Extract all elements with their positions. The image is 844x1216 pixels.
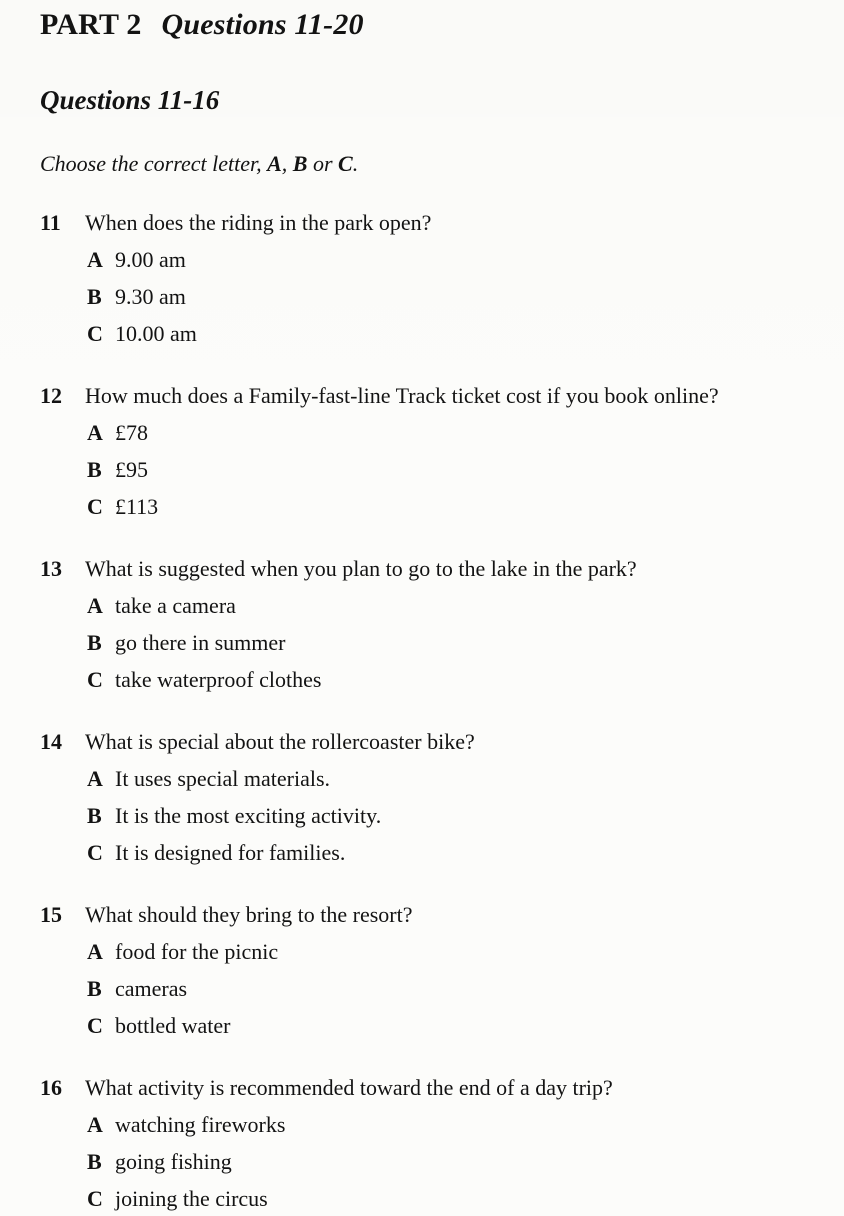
question-number: 12 — [40, 383, 62, 408]
question-text: What should they bring to the resort? — [85, 902, 413, 927]
options-group — [87, 591, 816, 695]
option-text: It uses special materials. — [115, 766, 331, 791]
option-a — [87, 764, 816, 794]
question-text: What activity is recommended toward the end of a day trip? — [85, 1075, 613, 1100]
option-c — [87, 1011, 816, 1041]
option-text: £95 — [115, 457, 148, 482]
option-text: £78 — [115, 420, 148, 445]
option-letter: C — [87, 494, 103, 519]
question-number: 15 — [40, 902, 62, 927]
option-letter: A — [87, 939, 103, 964]
option-text: food for the picnic — [115, 939, 279, 964]
question-text: What is suggested when you plan to go to the lake in the park? — [85, 556, 637, 581]
question-row — [40, 208, 816, 238]
question-row — [40, 727, 816, 757]
option-letter: A — [87, 1112, 103, 1137]
option-c — [87, 838, 816, 868]
options-group — [87, 245, 816, 349]
option-letter: B — [87, 976, 102, 1001]
option-letter: A — [87, 593, 103, 618]
option-text: going fishing — [115, 1149, 232, 1174]
option-text: 9.00 am — [115, 247, 186, 272]
question-number: 13 — [40, 556, 62, 581]
option-letter: A — [87, 766, 103, 791]
question-number: 11 — [40, 210, 61, 235]
instruction-letter-b: B — [292, 151, 308, 176]
options-group — [87, 937, 816, 1041]
question-11 — [40, 208, 816, 349]
option-c — [87, 492, 816, 522]
instruction-suffix: . — [352, 151, 359, 176]
option-text: 9.30 am — [115, 284, 186, 309]
part-questions-range: Questions 11-20 — [161, 8, 364, 41]
question-13 — [40, 554, 816, 695]
option-letter: C — [87, 840, 103, 865]
question-number: 16 — [40, 1075, 62, 1100]
option-letter: B — [87, 803, 102, 828]
page-title — [40, 8, 816, 42]
section-heading: Questions 11-16 — [40, 85, 220, 115]
option-text: £113 — [115, 494, 159, 519]
option-letter: B — [87, 284, 102, 309]
option-letter: A — [87, 420, 103, 445]
option-text: It is the most exciting activity. — [115, 803, 382, 828]
instruction-letter-a: A — [267, 151, 282, 176]
option-letter: B — [87, 457, 102, 482]
option-text: watching fireworks — [115, 1112, 286, 1137]
option-letter: B — [87, 1149, 102, 1174]
option-a — [87, 1110, 816, 1140]
question-text: What is special about the rollercoaster bike? — [85, 729, 475, 754]
option-letter: B — [87, 630, 102, 655]
option-a — [87, 591, 816, 621]
option-b — [87, 455, 816, 485]
part-label: PART 2 — [40, 8, 142, 41]
option-text: joining the circus — [115, 1186, 268, 1211]
option-a — [87, 937, 816, 967]
option-text: It is designed for families. — [115, 840, 346, 865]
question-text: When does the riding in the park open? — [85, 210, 432, 235]
question-12 — [40, 381, 816, 522]
option-text: take a camera — [115, 593, 236, 618]
question-15 — [40, 900, 816, 1041]
question-14 — [40, 727, 816, 868]
question-row — [40, 554, 816, 584]
instruction-prefix: Choose the correct letter, — [40, 151, 268, 176]
option-c — [87, 319, 816, 349]
option-letter: A — [87, 247, 103, 272]
instruction-letter-c: C — [338, 151, 353, 176]
option-text: go there in summer — [115, 630, 286, 655]
question-row — [40, 381, 816, 411]
option-b — [87, 974, 816, 1004]
option-letter: C — [87, 667, 103, 692]
option-b — [87, 1147, 816, 1177]
option-a — [87, 418, 816, 448]
question-row — [40, 1073, 816, 1103]
option-b — [87, 282, 816, 312]
instruction-sep-bc: or — [307, 151, 339, 176]
option-b — [87, 628, 816, 658]
options-group — [87, 1110, 816, 1214]
option-letter: C — [87, 1013, 103, 1038]
option-c — [87, 1184, 816, 1214]
option-letter: C — [87, 321, 103, 346]
options-group — [87, 764, 816, 868]
option-a — [87, 245, 816, 275]
option-c — [87, 665, 816, 695]
option-text: 10.00 am — [115, 321, 197, 346]
option-text: take waterproof clothes — [115, 667, 322, 692]
instruction-text — [40, 150, 816, 178]
question-number: 14 — [40, 729, 62, 754]
option-b — [87, 801, 816, 831]
options-group — [87, 418, 816, 522]
question-row — [40, 900, 816, 930]
option-text: bottled water — [115, 1013, 231, 1038]
questions-list — [40, 208, 816, 1214]
option-text: cameras — [115, 976, 188, 1001]
option-letter: C — [87, 1186, 103, 1211]
question-text: How much does a Family-fast-line Track ticket cost if you book online? — [85, 383, 719, 408]
instruction-sep-ab: , — [281, 151, 293, 176]
question-16 — [40, 1073, 816, 1214]
